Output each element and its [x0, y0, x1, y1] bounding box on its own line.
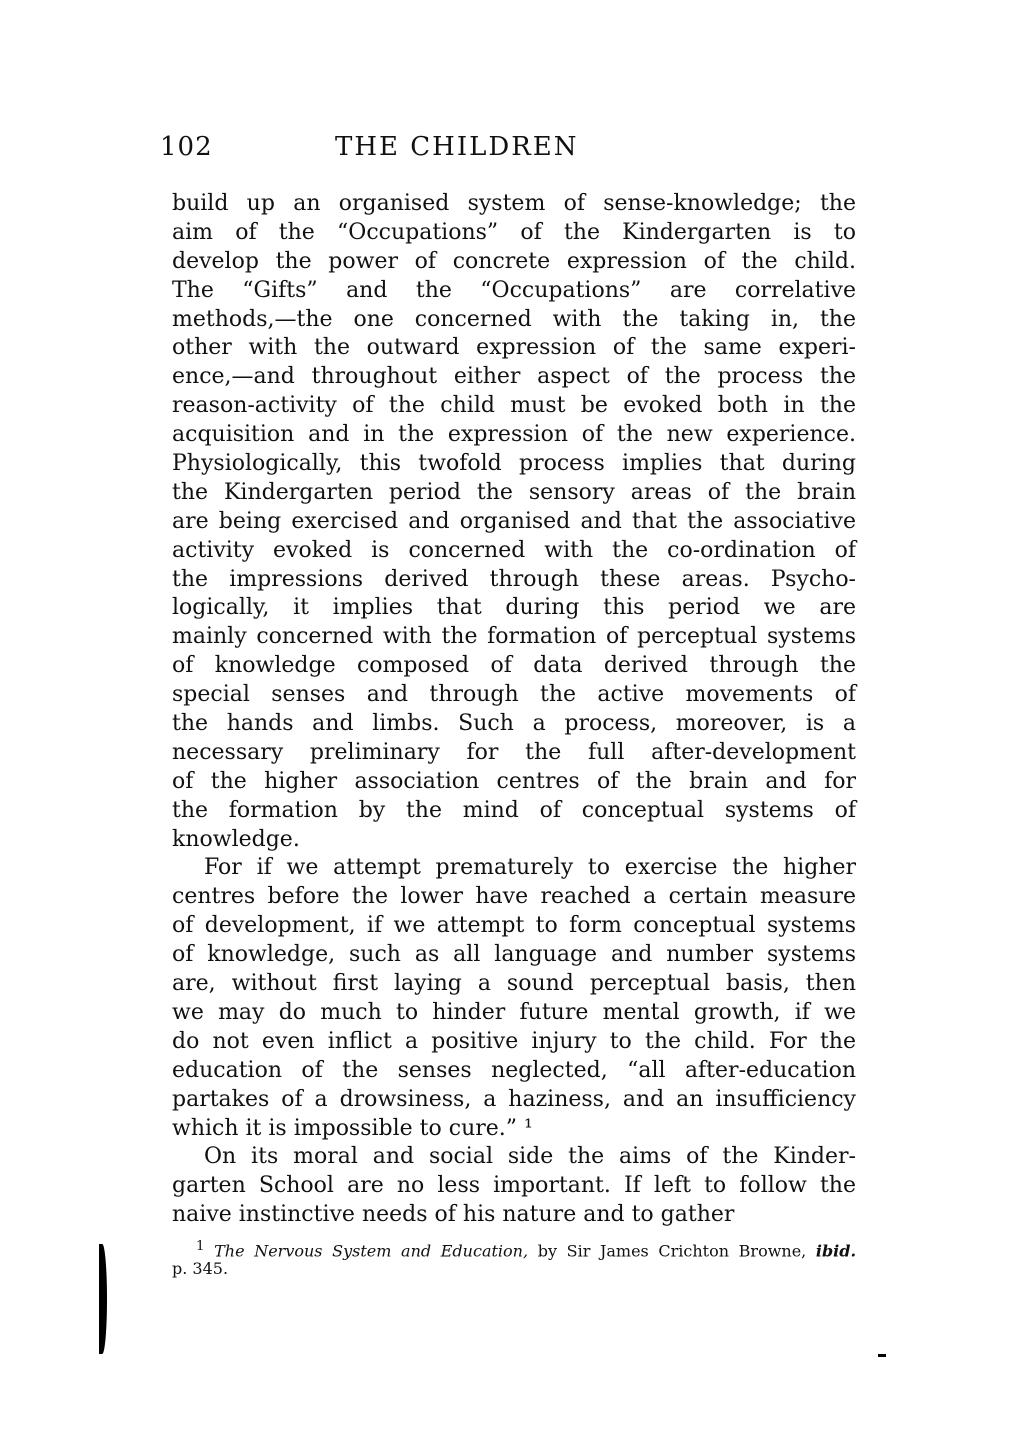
- text-line: knowledge.: [172, 826, 300, 852]
- text-line: methods,—the one concerned with the taking in, the: [172, 306, 856, 332]
- text-line: the hands and limbs. Such a process, moreover, is a: [172, 711, 856, 737]
- text-line: the impressions derived through these areas. Psycho-: [172, 566, 856, 592]
- text-line: special senses and through the active movements of: [172, 682, 856, 708]
- footnote-text: by Sir James Crichton Browne,: [537, 1241, 807, 1261]
- text-line: do not even inflict a positive injury to the child. For the: [172, 1028, 856, 1054]
- text-line: education of the senses neglected, “all after-education: [172, 1057, 856, 1083]
- text-line: ence,—and throughout either aspect of the process the: [172, 364, 856, 390]
- text-line: logically, it implies that during this period we are: [172, 595, 856, 621]
- text-line: necessary preliminary for the full after-development: [172, 739, 856, 765]
- text-line: of knowledge, such as all language and number systems: [172, 942, 856, 968]
- footnote-marker: 1: [196, 1239, 205, 1254]
- footnote-page: p. 345.: [172, 1259, 229, 1278]
- footnote-ibid: ibid.: [815, 1241, 857, 1261]
- text-line: reason-activity of the child must be evoked both in the: [172, 393, 856, 419]
- text-line: aim of the “Occupations” of the Kindergarten is to: [172, 219, 856, 245]
- text-line: The “Gifts” and the “Occupations” are correlative: [172, 277, 856, 303]
- text-line: On its moral and social side the aims of the Kinder-: [204, 1144, 856, 1170]
- text-line: activity evoked is concerned with the co-ordination of: [172, 537, 856, 563]
- text-line: garten School are no less important. If left to follow the: [172, 1173, 856, 1199]
- page-number: 102: [160, 132, 213, 162]
- footnote: [172, 1236, 856, 1280]
- text-line: build up an organised system of sense-knowledge; the: [172, 191, 856, 216]
- footnote-line: [172, 1236, 857, 1261]
- text-line: are, without first laying a sound perceptual basis, then: [172, 971, 856, 997]
- text-line: centres before the lower have reached a certain measure: [172, 884, 856, 910]
- text-line: we may do much to hinder future mental growth, if we: [172, 999, 856, 1025]
- text-line: mainly concerned with the formation of perceptual systems: [172, 624, 856, 650]
- text-line: develop the power of concrete expression of the child.: [172, 248, 856, 274]
- text-line: of knowledge composed of data derived through the: [172, 653, 856, 679]
- text-line: naive instinctive needs of his nature and to gather: [172, 1202, 735, 1228]
- text-line: partakes of a drowsiness, a haziness, and an insufficiency: [172, 1086, 856, 1112]
- text-line: are being exercised and organised and that the associative: [172, 508, 856, 534]
- text-line: of development, if we attempt to form conceptual systems: [172, 913, 856, 939]
- scan-margin-mark: [99, 1244, 107, 1354]
- text-line: of the higher association centres of the brain and for: [172, 768, 856, 794]
- running-title: THE CHILDREN: [335, 132, 579, 162]
- body-text: [172, 190, 856, 1230]
- text-line: Physiologically, this twofold process implies that during: [172, 451, 856, 477]
- text-line: the formation by the mind of conceptual systems of: [172, 797, 856, 823]
- text-line: which it is impossible to cure.” ¹: [172, 1115, 533, 1141]
- text-line: For if we attempt prematurely to exercise the higher: [204, 855, 856, 881]
- text-line: the Kindergarten period the sensory areas of the brain: [172, 479, 856, 505]
- text-line: acquisition and in the expression of the new experience.: [172, 422, 856, 448]
- footnote-title: The Nervous System and Education,: [214, 1241, 529, 1261]
- text-line: other with the outward expression of the same experi-: [172, 335, 856, 361]
- scan-speck: [878, 1354, 886, 1357]
